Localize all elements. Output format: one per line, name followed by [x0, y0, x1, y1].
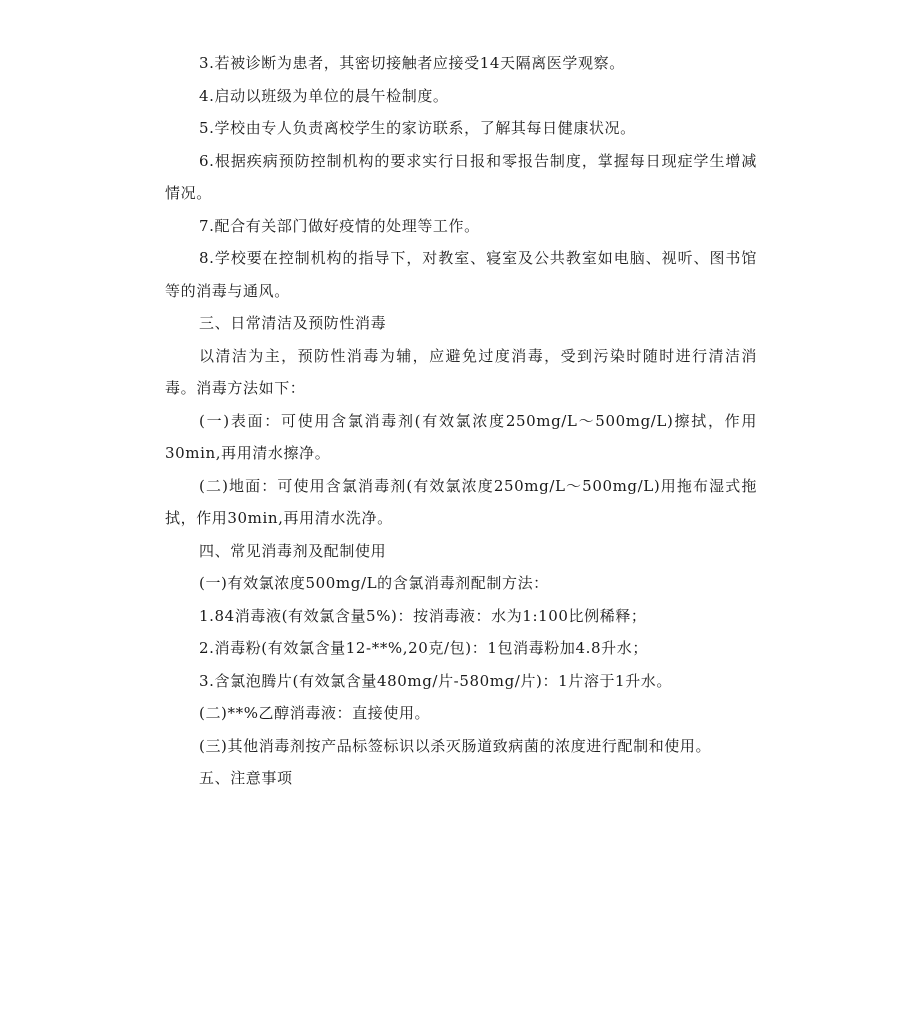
paragraph-morning-check: 4.启动以班级为单位的晨午检制度。 — [199, 86, 449, 105]
paragraph-surface-disinfection: (一)表面：可使用含氯消毒剂(有效氯浓度250mg/L～500mg/L)擦拭，作用30min,再用清水擦净。 — [165, 411, 757, 462]
paragraph-effervescent-tablet: 3.含氯泡腾片(有效氯含量480mg/片-580mg/片)：1片溶于1升水。 — [199, 671, 672, 690]
section-heading-daily-cleaning: 三、日常清洁及预防性消毒 — [199, 314, 387, 332]
paragraph-epidemic-handling: 7.配合有关部门做好疫情的处理等工作。 — [199, 216, 480, 235]
document-body — [165, 47, 757, 795]
paragraph-chlorine-preparation: (一)有效氯浓度500mg/L的含氯消毒剂配制方法： — [199, 574, 549, 592]
paragraph-disinfection-ventilation: 8.学校要在控制机构的指导下，对教室、寝室及公共教室如电脑、视听、图书馆等的消毒与通风。 — [165, 249, 757, 300]
paragraph-ethanol: (二)**%乙醇消毒液：直接使用。 — [199, 704, 431, 722]
paragraph-isolation-observation: 3.若被诊断为患者，其密切接触者应接受14天隔离医学观察。 — [199, 54, 625, 72]
section-heading-disinfectants: 四、常见消毒剂及配制使用 — [199, 541, 387, 560]
paragraph-home-visit: 5.学校由专人负责离校学生的家访联系，了解其每日健康状况。 — [199, 119, 636, 137]
paragraph-daily-report: 6.根据疾病预防控制机构的要求实行日报和零报告制度，掌握每日现症学生增减情况。 — [165, 151, 757, 202]
paragraph-cleaning-principle: 以清洁为主，预防性消毒为辅，应避免过度消毒，受到污染时随时进行清洁消毒。消毒方法如下： — [165, 346, 757, 397]
paragraph-84-solution: 1.84消毒液(有效氯含量5%)：按消毒液：水为1:100比例稀释； — [199, 606, 647, 625]
section-heading-precautions: 五、注意事项 — [199, 769, 293, 787]
paragraph-other-disinfectants: (三)其他消毒剂按产品标签标识以杀灭肠道致病菌的浓度进行配制和使用。 — [199, 736, 712, 755]
paragraph-disinfection-powder: 2.消毒粉(有效氯含量12-**%,20克/包)：1包消毒粉加4.8升水； — [199, 639, 648, 657]
paragraph-floor-disinfection: (二)地面：可使用含氯消毒剂(有效氯浓度250mg/L～500mg/L)用拖布湿式拖拭，作用30min,再用清水洗净。 — [165, 476, 757, 527]
